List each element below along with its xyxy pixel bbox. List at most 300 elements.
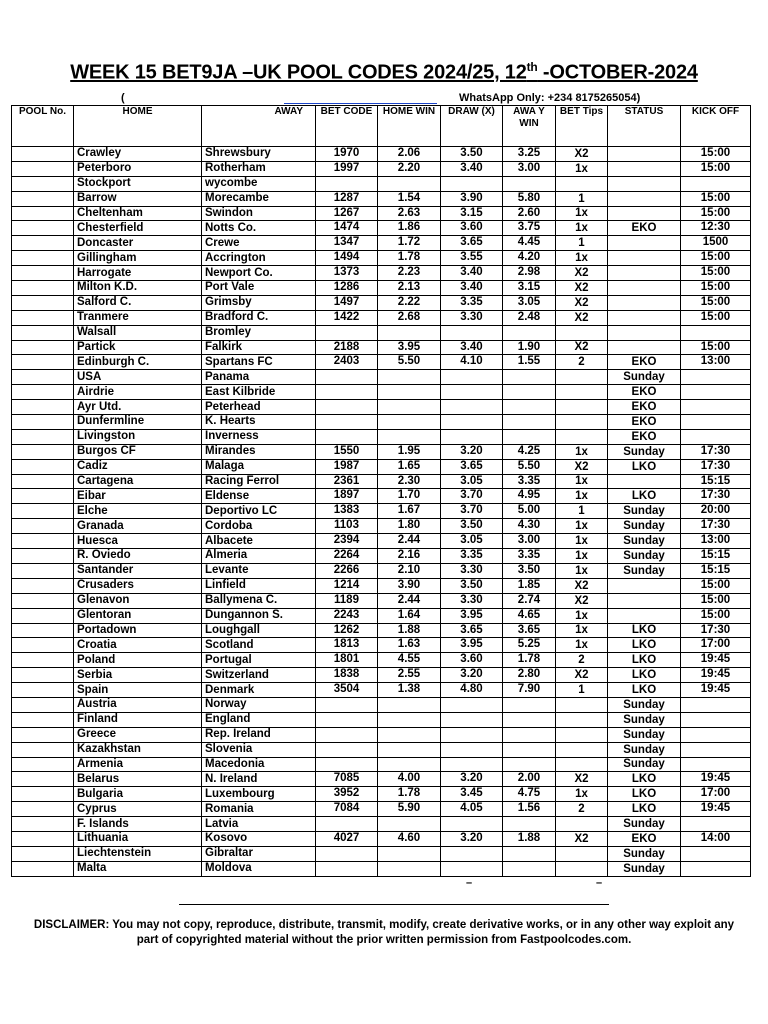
draw-cell: 3.20 xyxy=(441,444,503,459)
home-win-cell: 2.55 xyxy=(378,668,441,683)
table-row xyxy=(12,831,751,846)
bet-tip-cell: 1x xyxy=(556,161,608,176)
bet-code-cell: 1189 xyxy=(316,593,378,608)
bet-tip-cell xyxy=(556,415,608,430)
home-win-cell: 2.20 xyxy=(378,161,441,176)
draw-cell: 3.50 xyxy=(441,147,503,162)
bet-tip-cell: X2 xyxy=(556,295,608,310)
pool-no-cell xyxy=(12,593,74,608)
home-team-cell: Belarus xyxy=(74,772,202,787)
status-cell xyxy=(608,251,681,266)
bet-code-cell: 1801 xyxy=(316,653,378,668)
status-cell: Sunday xyxy=(608,370,681,385)
bet-tip-cell: X2 xyxy=(556,310,608,325)
away-team-cell: Swindon xyxy=(202,206,316,221)
draw-cell: 3.50 xyxy=(441,519,503,534)
bet-tip-cell: 1 xyxy=(556,683,608,698)
draw-cell xyxy=(441,742,503,757)
status-cell: EKO xyxy=(608,415,681,430)
home-team-cell: Salford C. xyxy=(74,295,202,310)
pool-no-cell xyxy=(12,429,74,444)
home-team-cell: Partick xyxy=(74,340,202,355)
bet-tip-cell xyxy=(556,861,608,876)
away-win-cell: 5.50 xyxy=(503,459,556,474)
draw-cell: 3.20 xyxy=(441,668,503,683)
header-pool: POOL No. xyxy=(12,106,74,147)
header-status: STATUS xyxy=(608,106,681,147)
status-cell: Sunday xyxy=(608,727,681,742)
kick-off-cell xyxy=(681,385,751,400)
home-win-cell xyxy=(378,846,441,861)
bet-code-cell: 1287 xyxy=(316,191,378,206)
away-win-cell: 2.74 xyxy=(503,593,556,608)
table-row xyxy=(12,147,751,162)
pool-no-cell xyxy=(12,385,74,400)
bet-code-cell xyxy=(316,742,378,757)
header-bet-tips: BET Tips xyxy=(556,106,608,147)
away-win-cell: 1.88 xyxy=(503,831,556,846)
away-team-cell: Racing Ferrol xyxy=(202,474,316,489)
header-away-win: AWA Y WIN xyxy=(503,106,556,147)
bet-code-cell xyxy=(316,712,378,727)
table-row xyxy=(12,802,751,817)
away-team-cell: Switzerland xyxy=(202,668,316,683)
away-team-cell: East Kilbride xyxy=(202,385,316,400)
bet-tip-cell: 1x xyxy=(556,474,608,489)
away-team-cell: Cordoba xyxy=(202,519,316,534)
away-team-cell: Norway xyxy=(202,697,316,712)
table-row xyxy=(12,563,751,578)
home-team-cell: Livingston xyxy=(74,429,202,444)
bet-code-cell: 1214 xyxy=(316,578,378,593)
bet-code-cell xyxy=(316,429,378,444)
table-row xyxy=(12,355,751,370)
home-win-cell xyxy=(378,325,441,340)
draw-cell: 3.70 xyxy=(441,504,503,519)
pool-no-cell xyxy=(12,355,74,370)
home-team-cell: Tranmere xyxy=(74,310,202,325)
away-team-cell: Crewe xyxy=(202,236,316,251)
away-win-cell: 2.98 xyxy=(503,266,556,281)
home-win-cell: 4.00 xyxy=(378,772,441,787)
kick-off-cell xyxy=(681,415,751,430)
status-cell xyxy=(608,295,681,310)
draw-cell: 3.30 xyxy=(441,593,503,608)
home-win-cell: 1.65 xyxy=(378,459,441,474)
kick-off-cell: 17:00 xyxy=(681,787,751,802)
home-win-cell xyxy=(378,429,441,444)
pool-no-cell xyxy=(12,742,74,757)
away-win-cell xyxy=(503,429,556,444)
home-win-cell: 1.86 xyxy=(378,221,441,236)
away-team-cell: Deportivo LC xyxy=(202,504,316,519)
table-row xyxy=(12,340,751,355)
home-team-cell: Santander xyxy=(74,563,202,578)
status-cell xyxy=(608,236,681,251)
away-team-cell: Newport Co. xyxy=(202,266,316,281)
away-team-cell: Inverness xyxy=(202,429,316,444)
status-cell: Sunday xyxy=(608,846,681,861)
draw-cell: 3.35 xyxy=(441,295,503,310)
bet-tip-cell xyxy=(556,846,608,861)
home-win-cell: 1.78 xyxy=(378,787,441,802)
bet-code-cell: 1286 xyxy=(316,281,378,296)
table-row xyxy=(12,772,751,787)
draw-cell: 3.35 xyxy=(441,549,503,564)
away-team-cell: Scotland xyxy=(202,638,316,653)
bet-code-cell: 1347 xyxy=(316,236,378,251)
table-row xyxy=(12,295,751,310)
home-win-cell: 2.44 xyxy=(378,593,441,608)
pool-no-cell xyxy=(12,623,74,638)
draw-cell xyxy=(441,861,503,876)
away-team-cell: Ballymena C. xyxy=(202,593,316,608)
draw-cell xyxy=(441,429,503,444)
away-win-cell: 3.05 xyxy=(503,295,556,310)
away-win-cell xyxy=(503,385,556,400)
away-team-cell: Accrington xyxy=(202,251,316,266)
pool-no-cell xyxy=(12,653,74,668)
home-team-cell: Ayr Utd. xyxy=(74,400,202,415)
bet-tip-cell: X2 xyxy=(556,281,608,296)
bet-code-cell: 2394 xyxy=(316,534,378,549)
table-row xyxy=(12,668,751,683)
table-row xyxy=(12,400,751,415)
bet-tip-cell: X2 xyxy=(556,593,608,608)
home-team-cell: Glenavon xyxy=(74,593,202,608)
draw-cell xyxy=(441,415,503,430)
home-team-cell: Portadown xyxy=(74,623,202,638)
status-cell: Sunday xyxy=(608,757,681,772)
table-row xyxy=(12,444,751,459)
away-win-cell: 1.78 xyxy=(503,653,556,668)
draw-cell xyxy=(441,712,503,727)
home-win-cell xyxy=(378,400,441,415)
kick-off-cell: 15:00 xyxy=(681,295,751,310)
table-row xyxy=(12,415,751,430)
home-win-cell: 4.60 xyxy=(378,831,441,846)
bet-code-cell: 2188 xyxy=(316,340,378,355)
home-team-cell: Chesterfield xyxy=(74,221,202,236)
bet-code-cell xyxy=(316,370,378,385)
status-cell xyxy=(608,608,681,623)
away-win-cell: 3.35 xyxy=(503,474,556,489)
bet-code-cell: 1373 xyxy=(316,266,378,281)
header-bet-code: BET CODE xyxy=(316,106,378,147)
bet-tip-cell: 1x xyxy=(556,563,608,578)
table-row xyxy=(12,846,751,861)
pool-no-cell xyxy=(12,310,74,325)
pool-no-cell xyxy=(12,295,74,310)
away-win-cell: 2.60 xyxy=(503,206,556,221)
home-win-cell: 1.80 xyxy=(378,519,441,534)
bet-code-cell: 1497 xyxy=(316,295,378,310)
pool-no-cell xyxy=(12,846,74,861)
bet-code-cell xyxy=(316,846,378,861)
status-cell xyxy=(608,281,681,296)
table-row xyxy=(12,281,751,296)
bet-tip-cell: X2 xyxy=(556,772,608,787)
kick-off-cell: 15:15 xyxy=(681,563,751,578)
home-win-cell xyxy=(378,817,441,832)
bet-tip-cell xyxy=(556,817,608,832)
status-cell: EKO xyxy=(608,221,681,236)
kick-off-cell xyxy=(681,400,751,415)
header-away: AWAY xyxy=(202,106,316,147)
away-team-cell: Malaga xyxy=(202,459,316,474)
bet-tip-cell xyxy=(556,400,608,415)
table-row xyxy=(12,787,751,802)
kick-off-cell xyxy=(681,727,751,742)
kick-off-cell xyxy=(681,846,751,861)
away-win-cell: 4.45 xyxy=(503,236,556,251)
away-team-cell: Denmark xyxy=(202,683,316,698)
table-row xyxy=(12,310,751,325)
table-row xyxy=(12,712,751,727)
pool-no-cell xyxy=(12,459,74,474)
bet-tip-cell: 1x xyxy=(556,549,608,564)
bet-code-cell: 1997 xyxy=(316,161,378,176)
footer-dash-right: – xyxy=(596,877,603,889)
bet-code-cell xyxy=(316,757,378,772)
pool-no-cell xyxy=(12,668,74,683)
bet-tip-cell: 1x xyxy=(556,787,608,802)
home-win-cell: 1.67 xyxy=(378,504,441,519)
table-row xyxy=(12,370,751,385)
away-win-cell: 3.00 xyxy=(503,534,556,549)
kick-off-cell xyxy=(681,429,751,444)
pool-no-cell xyxy=(12,727,74,742)
status-cell: LKO xyxy=(608,772,681,787)
status-cell: LKO xyxy=(608,683,681,698)
table-row xyxy=(12,325,751,340)
draw-cell: 3.05 xyxy=(441,534,503,549)
bet-code-cell xyxy=(316,400,378,415)
away-win-cell xyxy=(503,742,556,757)
pool-no-cell xyxy=(12,772,74,787)
away-win-cell: 1.90 xyxy=(503,340,556,355)
table-row xyxy=(12,817,751,832)
home-win-cell xyxy=(378,742,441,757)
home-win-cell: 1.72 xyxy=(378,236,441,251)
pool-no-cell xyxy=(12,444,74,459)
away-win-cell: 4.65 xyxy=(503,608,556,623)
home-team-cell: Walsall xyxy=(74,325,202,340)
home-team-cell: Glentoran xyxy=(74,608,202,623)
home-win-cell: 5.90 xyxy=(378,802,441,817)
away-win-cell: 5.80 xyxy=(503,191,556,206)
home-team-cell: Burgos CF xyxy=(74,444,202,459)
draw-cell: 3.70 xyxy=(441,489,503,504)
away-team-cell: Gibraltar xyxy=(202,846,316,861)
kick-off-cell: 17:30 xyxy=(681,444,751,459)
pool-no-cell xyxy=(12,281,74,296)
bet-tip-cell: 1x xyxy=(556,534,608,549)
bet-code-cell: 1970 xyxy=(316,147,378,162)
bet-tip-cell: X2 xyxy=(556,831,608,846)
status-cell: Sunday xyxy=(608,563,681,578)
kick-off-cell: 19:45 xyxy=(681,772,751,787)
home-team-cell: R. Oviedo xyxy=(74,549,202,564)
kick-off-cell: 15:15 xyxy=(681,474,751,489)
header-kick-off: KICK OFF xyxy=(681,106,751,147)
status-cell xyxy=(608,176,681,191)
pool-no-cell xyxy=(12,415,74,430)
status-cell: LKO xyxy=(608,653,681,668)
kick-off-cell: 15:00 xyxy=(681,161,751,176)
table-row xyxy=(12,221,751,236)
draw-cell: 3.50 xyxy=(441,578,503,593)
away-win-cell: 1.56 xyxy=(503,802,556,817)
away-win-cell: 2.80 xyxy=(503,668,556,683)
home-team-cell: Barrow xyxy=(74,191,202,206)
status-cell: Sunday xyxy=(608,861,681,876)
kick-off-cell xyxy=(681,742,751,757)
away-team-cell: Rep. Ireland xyxy=(202,727,316,742)
kick-off-cell: 19:45 xyxy=(681,683,751,698)
home-team-cell: Edinburgh C. xyxy=(74,355,202,370)
header-home-win: HOME WIN xyxy=(378,106,441,147)
status-cell xyxy=(608,578,681,593)
pool-no-cell xyxy=(12,802,74,817)
pool-no-cell xyxy=(12,147,74,162)
home-win-cell: 4.55 xyxy=(378,653,441,668)
away-team-cell: Bromley xyxy=(202,325,316,340)
draw-cell: 3.90 xyxy=(441,191,503,206)
table-row xyxy=(12,683,751,698)
bet-code-cell: 1897 xyxy=(316,489,378,504)
away-win-cell: 4.75 xyxy=(503,787,556,802)
draw-cell: 4.05 xyxy=(441,802,503,817)
draw-cell xyxy=(441,325,503,340)
kick-off-cell: 15:00 xyxy=(681,251,751,266)
away-win-cell xyxy=(503,712,556,727)
kick-off-cell: 15:15 xyxy=(681,549,751,564)
blue-underline-link[interactable] xyxy=(284,103,437,104)
table-row xyxy=(12,176,751,191)
bet-code-cell: 1262 xyxy=(316,623,378,638)
home-win-cell xyxy=(378,370,441,385)
bet-code-cell: 1474 xyxy=(316,221,378,236)
kick-off-cell: 19:45 xyxy=(681,668,751,683)
bet-code-cell: 7085 xyxy=(316,772,378,787)
home-team-cell: Doncaster xyxy=(74,236,202,251)
kick-off-cell: 13:00 xyxy=(681,534,751,549)
draw-cell: 3.30 xyxy=(441,310,503,325)
home-win-cell xyxy=(378,757,441,772)
home-team-cell: Cyprus xyxy=(74,802,202,817)
header-home: HOME xyxy=(74,106,202,147)
table-row xyxy=(12,593,751,608)
bet-tip-cell: X2 xyxy=(556,340,608,355)
home-win-cell: 1.95 xyxy=(378,444,441,459)
home-win-cell: 2.06 xyxy=(378,147,441,162)
home-team-cell: Stockport xyxy=(74,176,202,191)
bet-tip-cell xyxy=(556,712,608,727)
status-cell: EKO xyxy=(608,355,681,370)
bet-tip-cell: 2 xyxy=(556,653,608,668)
kick-off-cell: 15:00 xyxy=(681,593,751,608)
bet-code-cell xyxy=(316,861,378,876)
bet-code-cell: 1267 xyxy=(316,206,378,221)
status-cell: LKO xyxy=(608,489,681,504)
draw-cell: 3.40 xyxy=(441,266,503,281)
table-row xyxy=(12,861,751,876)
status-cell: LKO xyxy=(608,459,681,474)
status-cell: Sunday xyxy=(608,534,681,549)
home-win-cell: 2.23 xyxy=(378,266,441,281)
pool-no-cell xyxy=(12,757,74,772)
away-win-cell: 1.55 xyxy=(503,355,556,370)
table-row xyxy=(12,742,751,757)
pool-codes-table xyxy=(11,105,751,877)
away-team-cell: Levante xyxy=(202,563,316,578)
pool-no-cell xyxy=(12,787,74,802)
pool-no-cell xyxy=(12,340,74,355)
pool-no-cell xyxy=(12,712,74,727)
away-win-cell: 4.25 xyxy=(503,444,556,459)
kick-off-cell xyxy=(681,176,751,191)
table-row xyxy=(12,638,751,653)
bet-tip-cell: 1x xyxy=(556,623,608,638)
status-cell xyxy=(608,325,681,340)
home-team-cell: Malta xyxy=(74,861,202,876)
bet-code-cell xyxy=(316,697,378,712)
draw-cell: 3.95 xyxy=(441,638,503,653)
home-team-cell: Kazakhstan xyxy=(74,742,202,757)
kick-off-cell xyxy=(681,817,751,832)
status-cell: EKO xyxy=(608,831,681,846)
table-row xyxy=(12,206,751,221)
draw-cell xyxy=(441,757,503,772)
away-team-cell: K. Hearts xyxy=(202,415,316,430)
kick-off-cell: 17:30 xyxy=(681,489,751,504)
draw-cell xyxy=(441,385,503,400)
bet-tip-cell xyxy=(556,429,608,444)
away-team-cell: Eldense xyxy=(202,489,316,504)
table-row xyxy=(12,385,751,400)
draw-cell: 3.65 xyxy=(441,459,503,474)
kick-off-cell: 15:00 xyxy=(681,147,751,162)
home-team-cell: Croatia xyxy=(74,638,202,653)
table-row xyxy=(12,534,751,549)
status-cell: Sunday xyxy=(608,697,681,712)
home-team-cell: USA xyxy=(74,370,202,385)
away-win-cell: 3.15 xyxy=(503,281,556,296)
away-win-cell xyxy=(503,846,556,861)
home-win-cell: 1.78 xyxy=(378,251,441,266)
away-team-cell: Romania xyxy=(202,802,316,817)
home-team-cell: Airdrie xyxy=(74,385,202,400)
pool-no-cell xyxy=(12,683,74,698)
home-win-cell: 1.70 xyxy=(378,489,441,504)
draw-cell: 3.40 xyxy=(441,281,503,296)
status-cell: Sunday xyxy=(608,519,681,534)
home-team-cell: Spain xyxy=(74,683,202,698)
status-cell xyxy=(608,147,681,162)
home-team-cell: Cadiz xyxy=(74,459,202,474)
draw-cell xyxy=(441,370,503,385)
table-row xyxy=(12,519,751,534)
header-row xyxy=(12,106,751,147)
bet-tip-cell xyxy=(556,742,608,757)
home-win-cell: 2.30 xyxy=(378,474,441,489)
bet-code-cell: 3504 xyxy=(316,683,378,698)
home-team-cell: Poland xyxy=(74,653,202,668)
away-win-cell: 4.20 xyxy=(503,251,556,266)
status-cell xyxy=(608,191,681,206)
home-team-cell: Crusaders xyxy=(74,578,202,593)
